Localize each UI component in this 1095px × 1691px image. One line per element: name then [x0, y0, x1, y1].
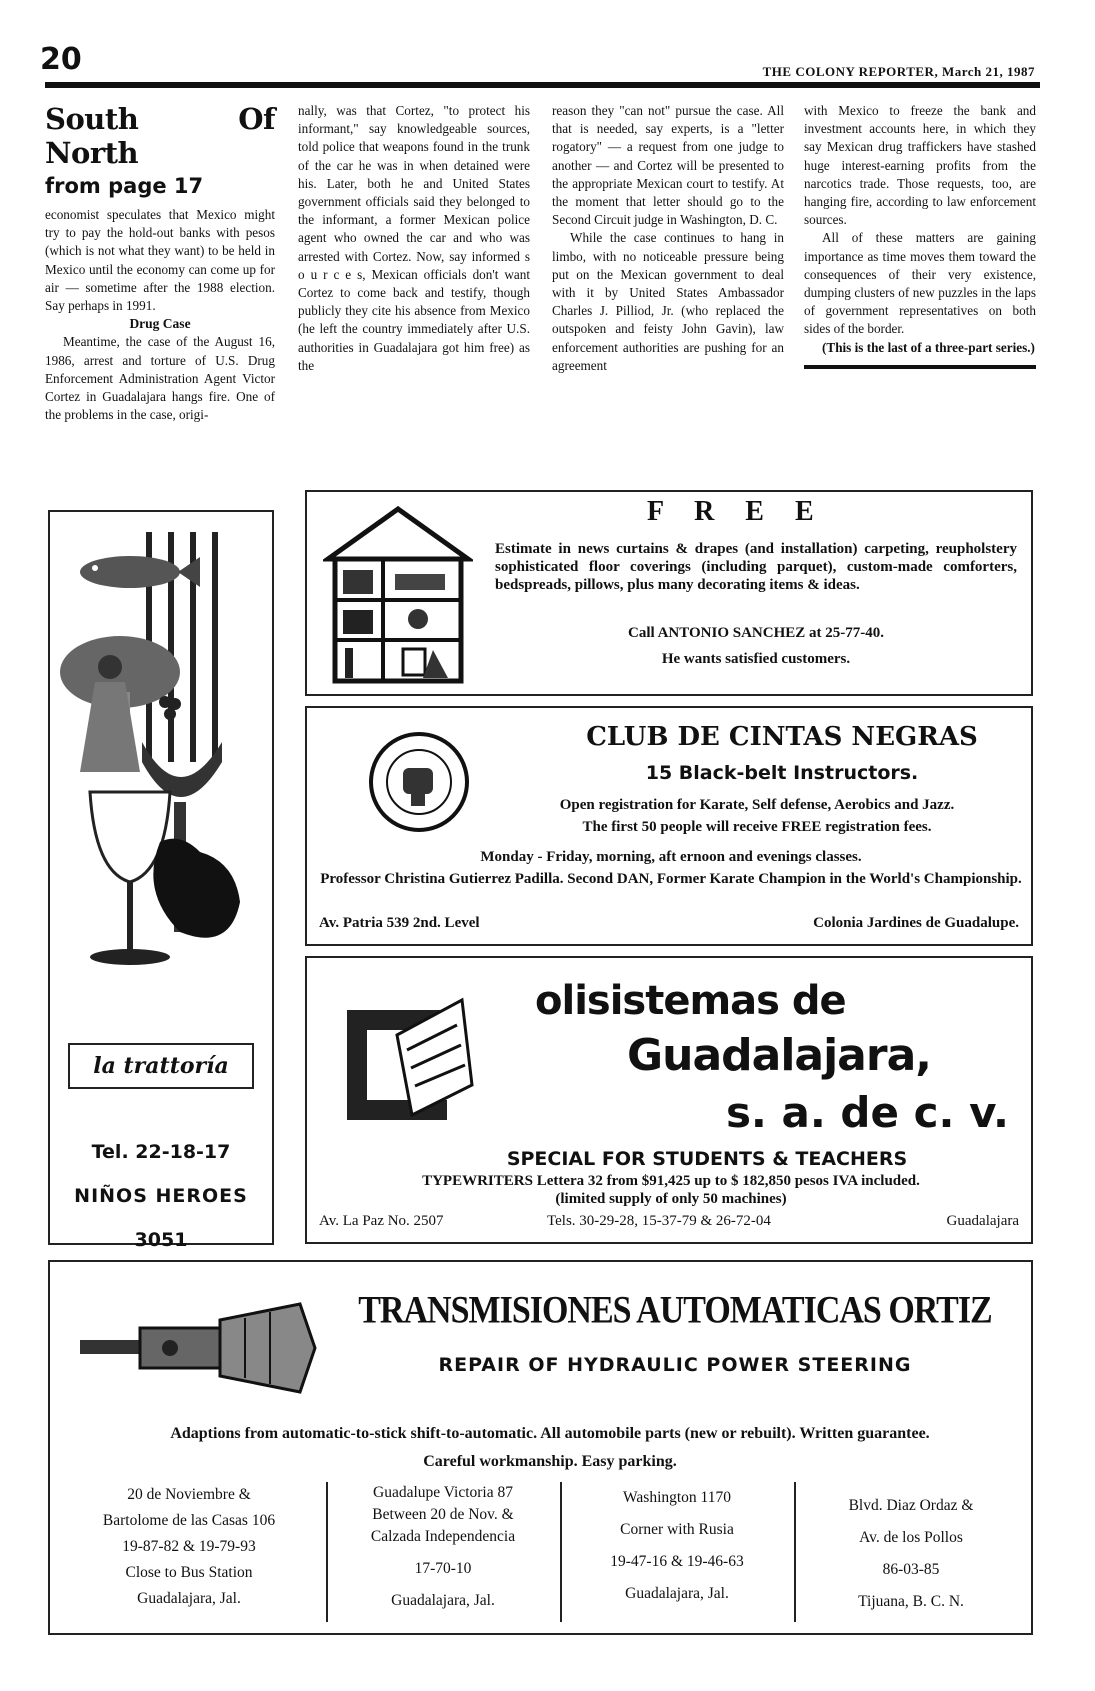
trattoria-street: NIÑOS HEROES: [74, 1185, 248, 1207]
article-column-2: [298, 102, 530, 375]
free-body: Estimate in news curtains & drapes (and installation) carpeting, reupholstery sophisticated floor coverings (including parquet), custom-made comforters, bedspreads, pillows, plus many decorating items & ideas.: [495, 541, 1017, 593]
store-line: 19-47-16 & 19-46-63: [610, 1553, 744, 1570]
olisistemas-typewriters: TYPEWRITERS Lettera 32 from $91,425 up to $ 182,850 pesos IVA included.: [422, 1173, 920, 1189]
column-end-rule: [804, 365, 1036, 369]
club-address: Av. Patria 539 2nd. Level: [319, 915, 480, 931]
paragraph: reason they "can not" pursue the case. All that is needed, say experts, is a "letter rogatory" — a request from one judge to another — and Cortez will be presented to the appropriate Mexican court to testify. At the moment that letter should go to the Second Circuit judge in Washington, D. C.: [552, 103, 784, 228]
paragraph: Meantime, the case of the August 16, 1986, arrest and torture of U.S. Drug Enforcement Administration Agent Victor Cortez in Guadalajara hangs fire. One of the problems in the case, origi-: [45, 334, 275, 423]
store-line: Tijuana, B. C. N.: [858, 1593, 964, 1610]
store-line: 20 de Noviembre &: [127, 1486, 251, 1503]
trattoria-illustration: [50, 512, 272, 1032]
ad-trattoria: [48, 510, 274, 1251]
olisistemas-line2: Guadalajara,: [627, 1030, 931, 1081]
store-divider: [326, 1482, 328, 1622]
store-line: Washington 1170: [623, 1489, 731, 1506]
olisistemas-line1: olisistemas de: [535, 978, 846, 1024]
store-line: 17-70-10: [414, 1560, 472, 1577]
ad-free: [305, 490, 1033, 696]
paragraph: with Mexico to freeze the bank and investment accounts here, in which they say Mexican drug traffickers have stashed huge interest-earning profits from the narcotics trade. Those requests, too, are hanging fire, according to law enforcement sources.: [804, 103, 1036, 228]
trattoria-phone: Tel. 22-18-17: [91, 1141, 231, 1163]
store-location-4: [802, 1490, 1020, 1618]
club-line1: Open registration for Karate, Self defense, Aerobics and Jazz.: [559, 797, 955, 813]
store-line: Guadalajara, Jal.: [137, 1590, 241, 1607]
olisistemas-address: Av. La Paz No. 2507: [319, 1213, 444, 1229]
trattoria-logo: la trattoría: [68, 1043, 254, 1089]
club-colonia: Colonia Jardines de Guadalupe.: [813, 915, 1019, 931]
store-line: Av. de los Pollos: [859, 1529, 963, 1546]
top-rule: [45, 82, 1040, 88]
club-hours: Monday - Friday, morning, aft ernoon and evenings classes.: [480, 849, 862, 865]
karate-seal-icon: [367, 730, 471, 834]
store-location-3: [568, 1482, 786, 1610]
trattoria-number: 3051: [134, 1229, 188, 1251]
olisistemas-special: SPECIAL FOR STUDENTS & TEACHERS: [506, 1148, 908, 1170]
club-line2: The first 50 people will receive FREE registration fees.: [582, 819, 932, 835]
olisistemas-logo-icon: [327, 990, 477, 1140]
paragraph: nally, was that Cortez, "to protect his informant," say knowledgeable sources, told police that weapons found in the trunk of the car he was in when detained were his. Later, both he and United States government officials said they belonged to the informant, a former Mexican police agent who owned the car and who was arrested with Cortez. Now, say informed s o u r c e s, Mexican officials don't want Cortez to come back and testify, though publicly they cite his absence from Mexico (he left the country immediately after U.S. authorities in Guadalajara got him free) as the: [298, 103, 530, 373]
transmisiones-body: Adaptions from automatic-to-stick shift-to-automatic. All automobile parts (new or rebuilt). Written guarantee. Careful workmanship. Easy parking.: [170, 1425, 930, 1470]
article-column-4: [804, 102, 1036, 369]
store-line: Blvd. Diaz Ordaz &: [848, 1497, 974, 1514]
section-heading: Drug Case: [129, 316, 191, 332]
article-column-1: [45, 102, 275, 424]
free-tagline: He wants satisfied customers.: [661, 651, 851, 667]
store-line: Corner with Rusia: [620, 1521, 734, 1538]
ad-olisistemas: [305, 956, 1033, 1244]
store-line: Guadalajara, Jal.: [391, 1592, 495, 1609]
club-title: CLUB DE CINTAS NEGRAS: [586, 722, 978, 752]
paragraph: economist speculates that Mexico might try to pay the hold-out banks with pesos (which is not what they want) to be held in Mexico until the economy can come up for air — sometime after the 1988 election. Say perhaps in 1991.: [45, 207, 275, 314]
free-title: F R E E: [647, 496, 826, 527]
transmisiones-subtitle: REPAIR OF HYDRAULIC POWER STEERING: [438, 1354, 912, 1376]
paragraph: All of these matters are gaining importance as time moves them toward the consequences of their very existence, dumping clusters of new puzzles in the laps of government representatives on both sides of the border.: [804, 230, 1036, 337]
olisistemas-line3: s. a. de c. v.: [725, 1088, 1009, 1137]
store-line: Between 20 de Nov. &: [372, 1506, 514, 1523]
store-line: 19-87-82 & 19-79-93: [122, 1538, 256, 1555]
transmission-icon: [70, 1298, 330, 1398]
olisistemas-phones: Tels. 30-29-28, 15-37-79 & 26-72-04: [547, 1213, 771, 1229]
series-note: (This is the last of a three-part series.): [822, 339, 1035, 355]
subhead: from page 17: [45, 174, 204, 198]
transmisiones-title: TRANSMISIONES AUTOMATICAS ORTIZ: [358, 1289, 992, 1332]
house-icon: [323, 504, 473, 684]
article-column-3: [552, 102, 784, 375]
olisistemas-city: Guadalajara: [946, 1213, 1019, 1229]
olisistemas-limited: (limited supply of only 50 machines): [555, 1191, 787, 1207]
store-line: Calzada Independencia: [370, 1528, 516, 1545]
paragraph: While the case continues to hang in limbo, with no noticeable pressure being put on the Mexican government to deal with it by United States Ambassador Charles J. Pilliod, Jr. (who replaced the outspoken and feisty John Gavin), law enforcement authorities are pushing for an agreement: [552, 230, 784, 373]
store-divider: [794, 1482, 796, 1622]
store-line: Bartolome de las Casas 106: [102, 1512, 276, 1529]
club-subtitle: 15 Black-belt Instructors.: [645, 762, 919, 784]
store-line: 86-03-85: [882, 1561, 940, 1578]
store-location-1: [60, 1482, 318, 1612]
store-line: Close to Bus Station: [125, 1564, 253, 1581]
store-divider: [560, 1482, 562, 1622]
ad-club: [305, 706, 1033, 946]
store-line: Guadalupe Victoria 87: [373, 1484, 513, 1501]
free-call: Call ANTONIO SANCHEZ at 25-77-40.: [628, 625, 884, 641]
store-location-2: [334, 1482, 552, 1612]
masthead: THE COLONY REPORTER, March 21, 1987: [762, 64, 1035, 79]
store-line: Guadalajara, Jal.: [625, 1585, 729, 1602]
page-number: 20: [40, 42, 82, 77]
headline: South Of North: [45, 102, 275, 170]
club-professor: Professor Christina Gutierrez Padilla. Second DAN, Former Karate Champion in the World's Championship.: [320, 871, 1022, 887]
